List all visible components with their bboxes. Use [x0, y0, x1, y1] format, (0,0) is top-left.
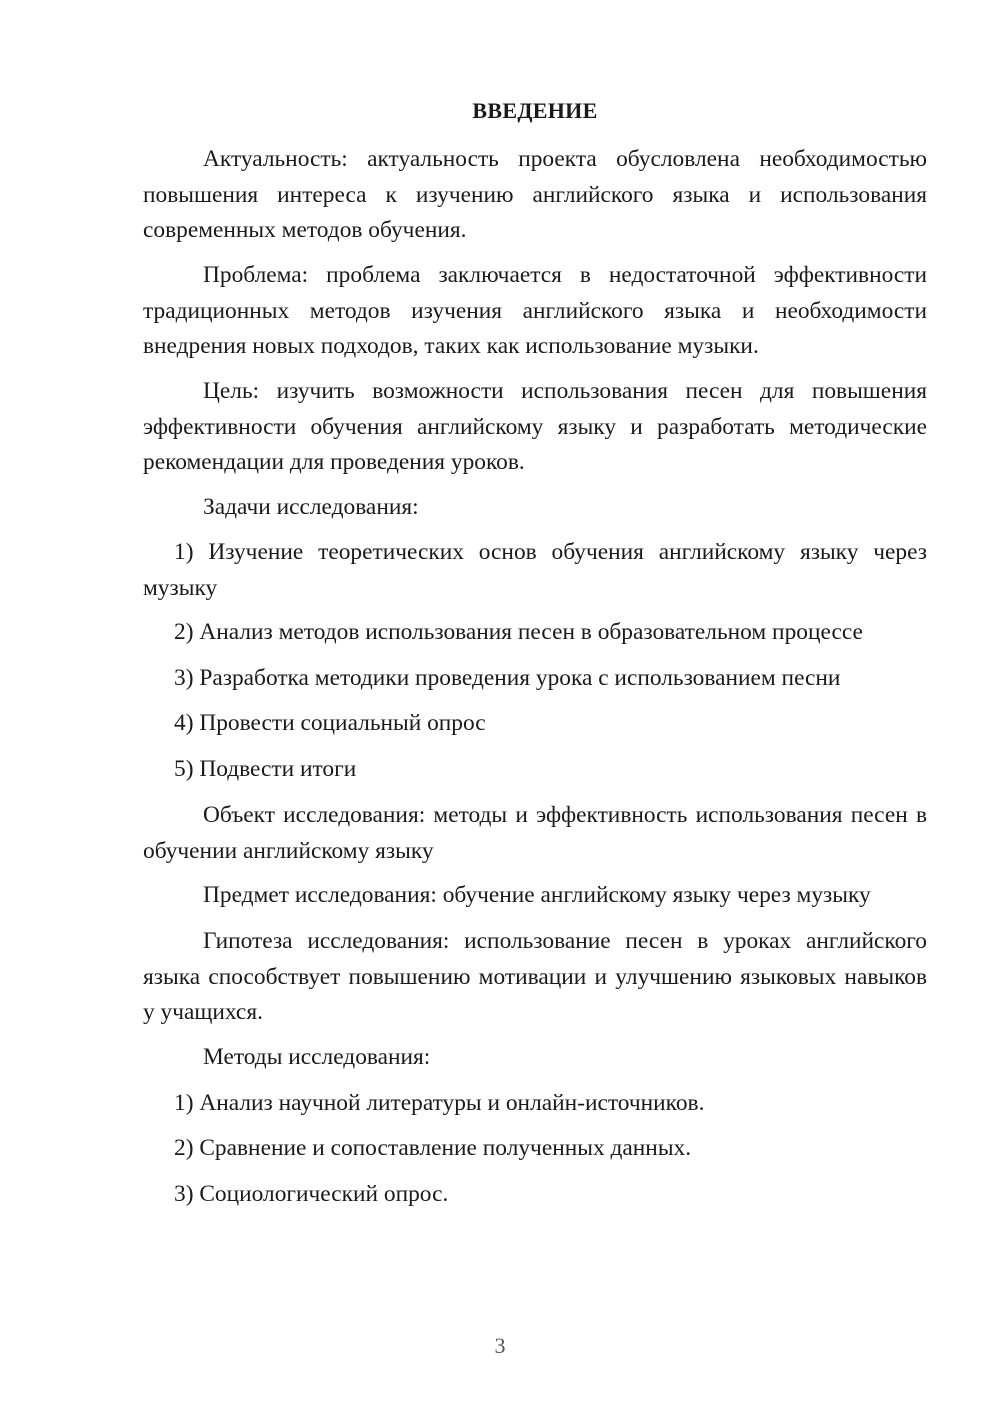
problem-paragraph: Проблема: проблема заключается в недостаточной эффективности традиционных методов изучения английского языка и необходимости внедрения новых подходов, таких как использование музыки. — [143, 262, 927, 359]
object-paragraph: Объект исследования: методы и эффективность использования песен в обучении английскому языку — [143, 802, 927, 864]
relevance-paragraph: Актуальность: актуальность проекта обусловлена необходимостью повышения интереса к изучению английского языка и использования современных методов обучения. — [143, 146, 927, 243]
methods-label: Методы исследования: — [203, 1044, 431, 1070]
method-item: 2) Сравнение и сопоставление полученных данных. — [174, 1135, 692, 1161]
goal-paragraph: Цель: изучить возможности использования песен для повышения эффективности обучения английскому языку и разработать методические рекомендации для проведения уроков. — [143, 378, 927, 475]
task-item: 4) Провести социальный опрос — [174, 710, 486, 736]
task-item: 1) Изучение теоретических основ обучения английскому языку через музыку — [143, 539, 927, 601]
hypothesis-paragraph: Гипотеза исследования: использование песен в уроках английского языка способствует повышению мотивации и улучшению языковых навыков у учащихся. — [143, 928, 927, 1025]
task-item: 5) Подвести итоги — [174, 756, 357, 782]
task-item: 2) Анализ методов использования песен в образовательном процессе — [174, 619, 863, 645]
page-number: 3 — [494, 1333, 506, 1358]
method-item: 1) Анализ научной литературы и онлайн-источников. — [174, 1090, 705, 1116]
subject-paragraph: Предмет исследования: обучение английскому языку через музыку — [203, 882, 871, 908]
section-heading: ВВЕДЕНИЕ — [472, 98, 598, 123]
task-item: 3) Разработка методики проведения урока с использованием песни — [174, 665, 841, 691]
tasks-label: Задачи исследования: — [203, 494, 419, 520]
method-item: 3) Социологический опрос. — [174, 1181, 449, 1207]
